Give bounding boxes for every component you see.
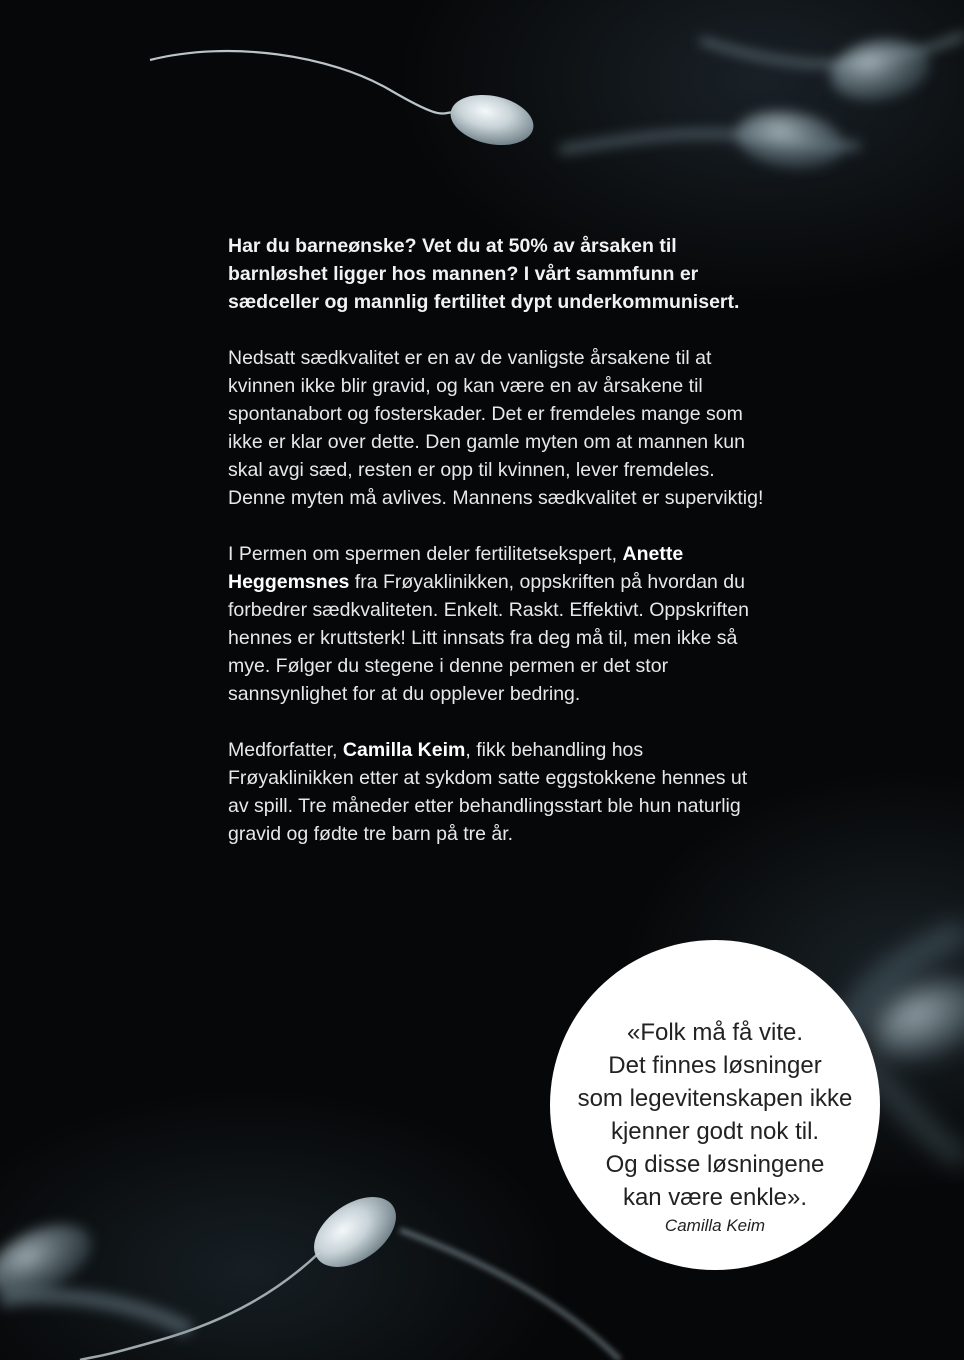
article-text bbox=[228, 232, 768, 876]
quote-line: Det finnes løsninger bbox=[608, 1052, 822, 1079]
paragraph-3 bbox=[228, 736, 768, 848]
coauthor-name: Camilla Keim bbox=[342, 739, 466, 761]
quote-text bbox=[560, 1016, 870, 1214]
quote-circle bbox=[550, 940, 880, 1270]
expert-name: Anette Heggemsnes bbox=[228, 543, 684, 593]
quote-line: Og disse løsningene bbox=[605, 1151, 825, 1178]
intro-heading: Har du barneønske? Vet du at 50% av årsaken til barnløshet ligger hos mannen? I vårt sammfunn er sædceller og mannlig fertilitet dypt underkommunisert. bbox=[228, 235, 740, 313]
paragraph-3-after: , fikk behandling hos Frøyaklinikken etter at sykdom satte eggstokkene hennes ut av spill. Tre måneder etter behandlingsstart ble hun naturlig gravid og fødte tre barn på tre år. bbox=[228, 739, 748, 845]
quote-line: kan være enkle». bbox=[622, 1184, 808, 1211]
quote-line: «Folk må få vite. bbox=[626, 1019, 804, 1046]
paragraph-1: Nedsatt sædkvalitet er en av de vanligste årsakene til at kvinnen ikke blir gravid, og kan være en av årsakene til spontanabort og fosterskader. Det er fremdeles mange som ikke er klar over dette. Den gamle myten om at mannen kun skal avgi sæd, resten er opp til kvinnen, lever fremdeles. Denne myten må avlives. Mannens sædkvalitet er superviktig! bbox=[228, 347, 764, 509]
paragraph-2 bbox=[228, 540, 768, 708]
sperm-top-left bbox=[150, 51, 538, 152]
quote-line: som legevitenskapen ikke bbox=[577, 1085, 853, 1112]
sperm-bottom-left bbox=[0, 1183, 620, 1360]
paragraph-2-before: I Permen om spermen deler fertilitetsekspert, bbox=[228, 543, 623, 565]
quote-line: kjenner godt nok til. bbox=[610, 1118, 820, 1145]
quote-author: Camilla Keim bbox=[664, 1216, 766, 1235]
paragraph-2-after: fra Frøyaklinikken, oppskriften på hvordan du forbedrer sædkvaliteten. Enkelt. Raskt. Effektivt. Oppskriften hennes er kruttsterk! Litt innsats fra deg må til, men ikke så mye. Følger du stegene i denne permen er det stor sannsynlighet for at du opplever bedring. bbox=[228, 571, 749, 705]
sperm-top-right bbox=[560, 32, 964, 176]
paragraph-3-before: Medforfatter, bbox=[228, 739, 343, 761]
